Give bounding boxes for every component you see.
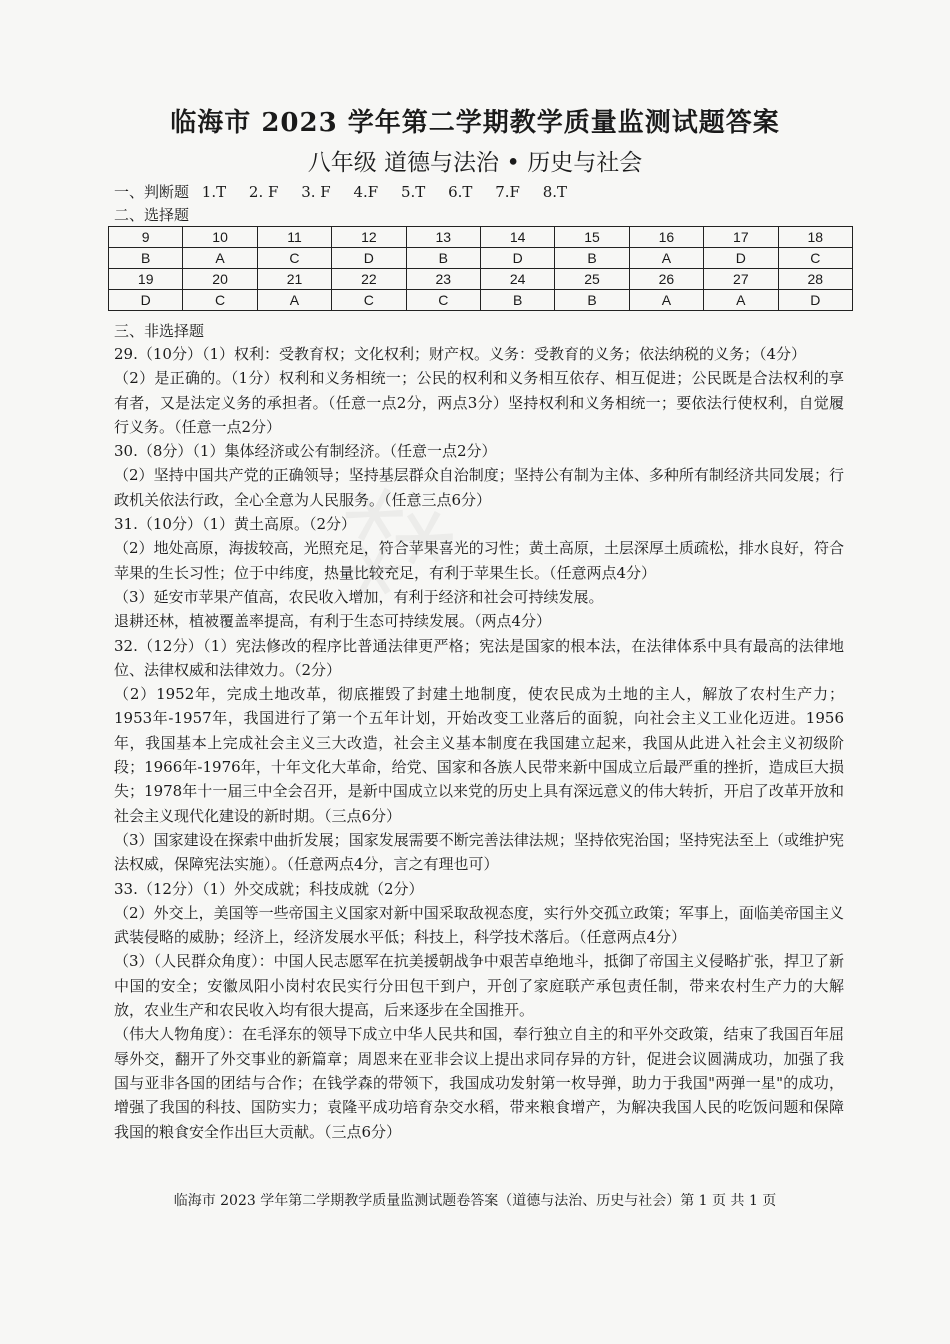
judgement-answer: 2. F xyxy=(248,183,279,201)
question-number-cell: 20 xyxy=(183,269,257,290)
question-number-cell: 22 xyxy=(332,269,406,290)
answer-cell: B xyxy=(555,248,629,269)
judgement-answer: 5.T xyxy=(400,183,426,201)
answer-paragraph: （2）地处高原，海拔较高，光照充足，符合苹果喜光的习性；黄土高原，土层深厚土质疏松，排水良好，符合苹果的生长习性；位于中纬度，热量比较充足，有利于苹果生长。（任意两点4分） xyxy=(114,539,844,582)
answer-paragraph: 29.（10分）（1）权利：受教育权；文化权利；财产权。义务：受教育的义务；依法纳税的义务；（4分） xyxy=(114,345,807,363)
nonchoice-label: 三、非选择题 xyxy=(114,322,205,340)
judgement-section xyxy=(114,181,585,202)
answer-paragraph: （2）1952年，完成土地改革，彻底摧毁了封建土地制度，使农民成为土地的主人，解放了农村生产力；1953年-1957年，我国进行了第一个五年计划，开始改变工业落后的面貌，向社会主义工业化迈进。1956年，我国基本上完成社会主义三大改造，社会主义基本制度在我国建立起来，我国从此进入社会主义初级阶段；1966年-1976年，十年文化大革命，给党、国家和各族人民带来新中国成立后最严重的挫折，造成巨大损失；1978年十一届三中全会召开，是新中国成立以来党的历史上具有深远意义的伟大转折，开启了改革开放和社会主义现代化建设的新时期。（三点6分） xyxy=(114,685,844,825)
question-number-cell: 23 xyxy=(406,269,480,290)
answer-cell: A xyxy=(257,290,331,311)
question-number-cell: 18 xyxy=(778,227,852,248)
answer-cell: D xyxy=(480,248,554,269)
answer-cell: D xyxy=(704,248,778,269)
answer-table-row xyxy=(109,248,853,269)
question-number-cell: 24 xyxy=(480,269,554,290)
answer-cell: B xyxy=(406,248,480,269)
answer-cell: A xyxy=(183,248,257,269)
judgement-answer: 6.T xyxy=(448,183,473,201)
answer-cell: C xyxy=(778,248,852,269)
answer-cell: B xyxy=(555,290,629,311)
question-number-cell: 12 xyxy=(332,227,406,248)
answer-cell: A xyxy=(629,248,703,269)
answer-paragraph: （2）坚持中国共产党的正确领导；坚持基层群众自治制度；坚持公有制为主体、多种所有制经济共同发展；行政机关依法行政，全心全意为人民服务。（任意三点6分） xyxy=(114,466,844,509)
judgement-answer: 8.T xyxy=(542,183,568,201)
question-number-cell: 26 xyxy=(629,269,703,290)
judgement-answer: 1.T xyxy=(201,183,227,201)
answer-paragraph: 32.（12分）（1）宪法修改的程序比普通法律更严格；宪法是国家的根本法，在法律体系中具有最高的法律地位、法律权威和法律效力。（2分） xyxy=(114,636,844,679)
answer-cell: D xyxy=(332,248,406,269)
answer-cell: D xyxy=(109,290,183,311)
question-number-cell: 21 xyxy=(257,269,331,290)
answer-paragraph: （伟大人物角度）：在毛泽东的领导下成立中华人民共和国，奉行独立自主的和平外交政策，结束了我国百年屈辱外交，翻开了外交事业的新篇章；周恩来在亚非会议上提出求同存异的方针，促进会议圆满成功，加强了我国与亚非各国的团结与合作；在钱学森的带领下，我国成功发射第一枚导弹，助力于我国"两弹一星"的成功，增强了我国的科技、国防实力；袁隆平成功培育杂交水稻，带来粮食增产，为解决我国人民的吃饭问题和保障我国的粮食安全作出巨大贡献。（三点6分） xyxy=(114,1025,844,1141)
question-number-cell: 16 xyxy=(629,227,703,248)
judgement-answer: 7.F xyxy=(495,183,520,201)
answer-paragraph: （3）国家建设在探索中曲折发展；国家发展需要不断完善法律法规；坚持依宪治国；坚持宪法至上（或维护宪法权威，保障宪法实施）。（任意两点4分，言之有理也可） xyxy=(114,830,844,874)
question-number-cell: 9 xyxy=(109,227,183,248)
choice-answer-table xyxy=(108,226,853,311)
answer-paragraph: 31.（10分）（1）黄土高原。（2分） xyxy=(114,515,357,534)
question-number-cell: 15 xyxy=(555,227,629,248)
question-number-cell: 27 xyxy=(704,269,778,290)
answer-paragraph: 33.（12分）（1）外交成就；科技成就（2分） xyxy=(114,879,424,898)
answer-cell: C xyxy=(406,290,480,311)
question-number-cell: 19 xyxy=(109,269,183,290)
answer-table-row xyxy=(109,227,853,248)
page-title: 临海市 2023 学年第二学期教学质量监测试题答案 xyxy=(170,108,780,138)
answer-paragraph: 退耕还林，植被覆盖率提高，有利于生态可持续发展。（两点4分） xyxy=(114,612,552,631)
question-number-cell: 13 xyxy=(406,227,480,248)
answer-table-row xyxy=(109,269,853,290)
answer-cell: C xyxy=(332,290,406,311)
judgement-label: 一、判断题 xyxy=(114,183,190,201)
question-number-cell: 10 xyxy=(183,227,257,248)
page-footer: 临海市 2023 学年第二学期教学质量监测试题卷答案（道德与法治、历史与社会）第 1 页 共 1 页 xyxy=(173,1193,777,1209)
answer-paragraph: （3）延安市苹果产值高，农民收入增加，有利于经济和社会可持续发展。 xyxy=(114,587,604,606)
page-subtitle: 八年级 道德与法治 • 历史与社会 xyxy=(307,150,643,176)
choice-label: 二、选择题 xyxy=(114,206,190,224)
question-number-cell: 17 xyxy=(704,227,778,248)
answer-paragraph: （3）（人民群众角度）：中国人民志愿军在抗美援朝战争中艰苦卓绝地斗，抵御了帝国主义侵略扩张，捍卫了新中国的安全；安徽凤阳小岗村农民实行分田包干到户，开创了家庭联产承包责任制，带来农村生产力的大解放，农业生产和农民收入均有很大提高，后来逐步在全国推开。 xyxy=(114,952,844,1020)
answer-cell: B xyxy=(109,248,183,269)
answer-cell: A xyxy=(629,290,703,311)
question-number-cell: 14 xyxy=(480,227,554,248)
answer-paragraph: 30.（8分）（1）集体经济或公有制经济。（任意一点2分） xyxy=(114,442,497,461)
question-number-cell: 25 xyxy=(555,269,629,290)
answer-cell: B xyxy=(480,290,554,311)
judgement-answer: 3. F xyxy=(301,183,331,201)
answer-cell: C xyxy=(183,290,257,311)
question-number-cell: 28 xyxy=(778,269,852,290)
answer-paragraph: （2）是正确的。（1分）权利和义务相统一；公民的权利和义务相互依存、相互促进；公民既是合法权利的享有者，又是法定义务的承担者。（任意一点2分，两点3分）坚持权利和义务相统一；要依法行使权利，自觉履行义务。（任意一点2分） xyxy=(114,369,844,436)
answer-cell: C xyxy=(257,248,331,269)
answer-paragraph: （2）外交上，美国等一些帝国主义国家对新中国采取敌视态度，实行外交孤立政策；军事上，面临美帝国主义武装侵略的威胁；经济上，经济发展水平低；科技上，科学技术落后。（任意两点4分） xyxy=(114,903,844,947)
answer-table-row xyxy=(109,290,853,311)
answer-cell: D xyxy=(778,290,852,311)
answer-cell: A xyxy=(704,290,778,311)
nonchoice-answers xyxy=(114,342,844,1144)
question-number-cell: 11 xyxy=(257,227,331,248)
judgement-answer: 4.F xyxy=(353,183,379,201)
